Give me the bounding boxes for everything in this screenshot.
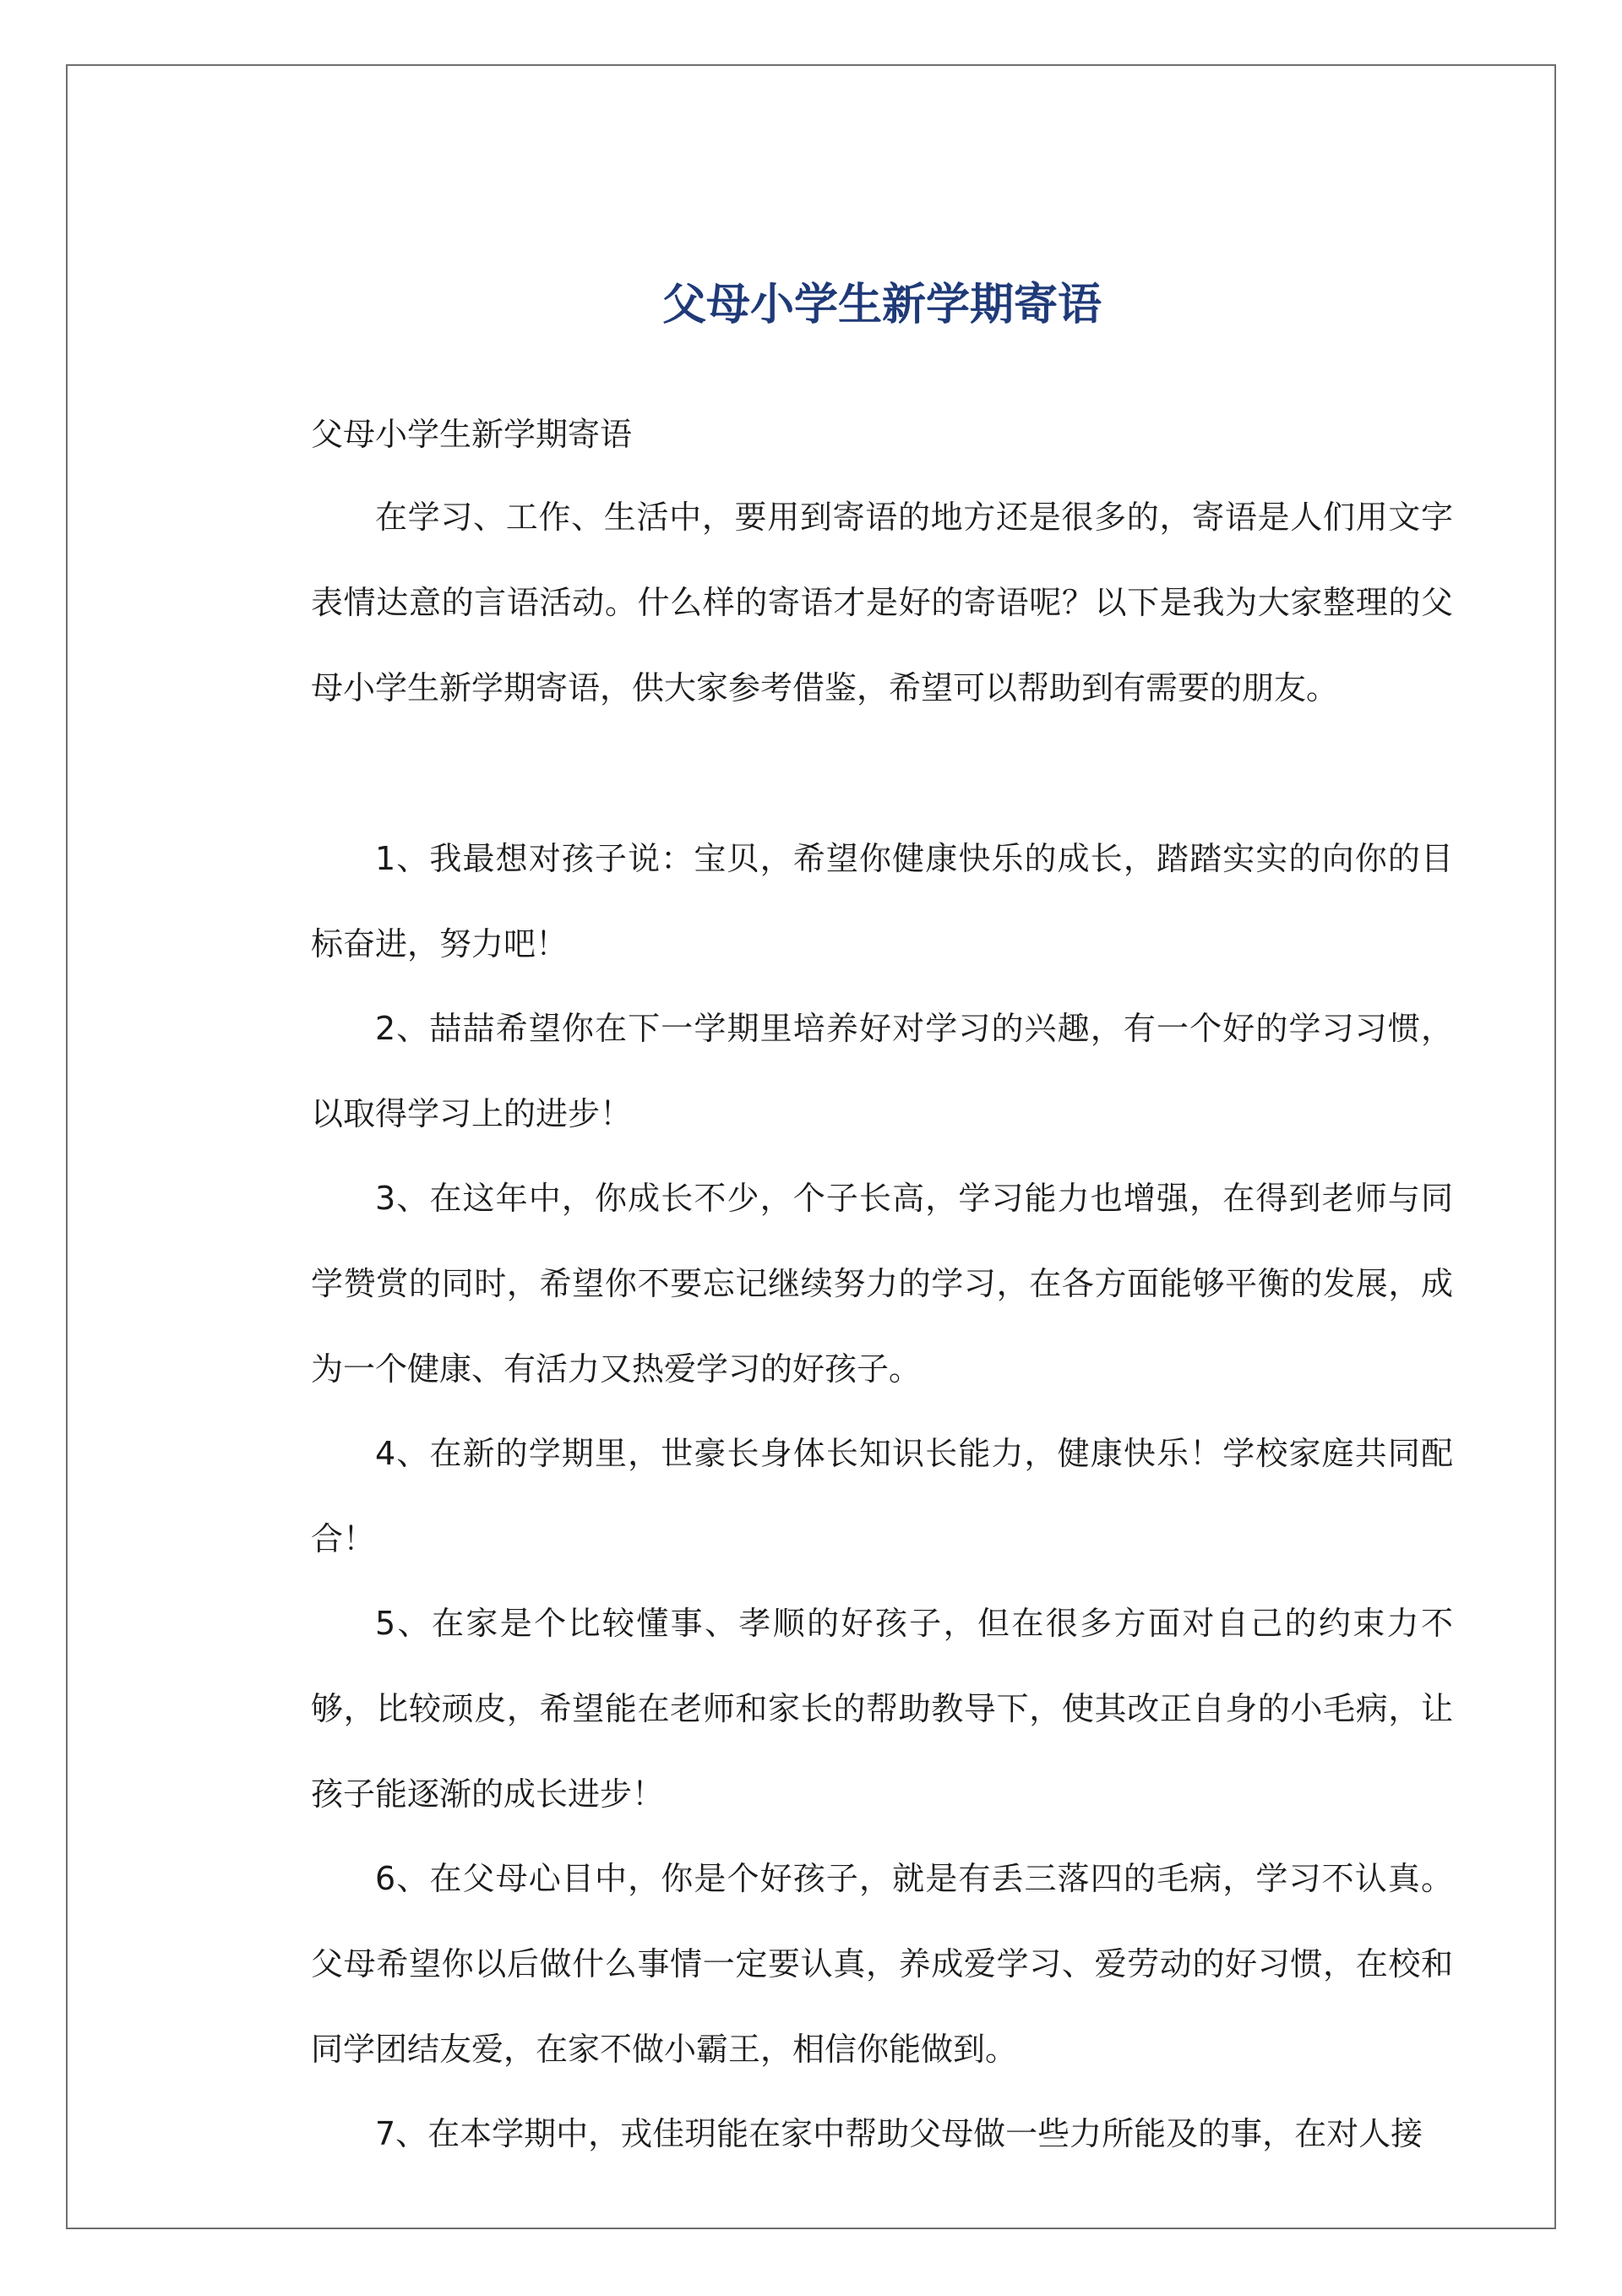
- list-item: 6、在父母心目中，你是个好孩子，就是有丢三落四的毛病，学习不认真。父母希望你以后做什么事情一定要认真，养成爱学习、爱劳动的好习惯，在校和同学团结友爱，在家不做小霸王，相信你能做到。: [311, 1860, 1453, 2068]
- intro-paragraph: 在学习、工作、生活中，要用到寄语的地方还是很多的，寄语是人们用文字表情达意的言语活动。什么样的寄语才是好的寄语呢？以下是我为大家整理的父母小学生新学期寄语，供大家参考借鉴，希望可以帮助到有需要的朋友。: [311, 499, 1453, 706]
- list-item: 3、在这年中，你成长不少，个子长高，学习能力也增强，在得到老师与同学赞赏的同时，希望你不要忘记继续努力的学习，在各方面能够平衡的发展，成为一个健康、有活力又热爱学习的好孩子。: [311, 1180, 1453, 1388]
- document-title: 父母小学生新学期寄语: [661, 280, 1102, 330]
- list-item: 7、在本学期中，戎佳玥能在家中帮助父母做一些力所能及的事，在对人接: [375, 2115, 1423, 2152]
- list-item: 4、在新的学期里，世豪长身体长知识长能力，健康快乐！学校家庭共同配合！: [311, 1435, 1453, 1557]
- document-page: [66, 64, 1556, 2229]
- document-subtitle: 父母小学生新学期寄语: [311, 416, 633, 453]
- list-item: 2、喆喆希望你在下一学期里培养好对学习的兴趣，有一个好的学习习惯，以取得学习上的进步！: [311, 1010, 1453, 1132]
- list-item: 1、我最想对孩子说：宝贝，希望你健康快乐的成长，踏踏实实的向你的目标奋进，努力吧！: [311, 840, 1453, 963]
- list-item: 5、在家是个比较懂事、孝顺的好孩子，但在很多方面对自己的约束力不够，比较顽皮，希望能在老师和家长的帮助教导下，使其改正自身的小毛病，让孩子能逐渐的成长进步！: [311, 1605, 1453, 1813]
